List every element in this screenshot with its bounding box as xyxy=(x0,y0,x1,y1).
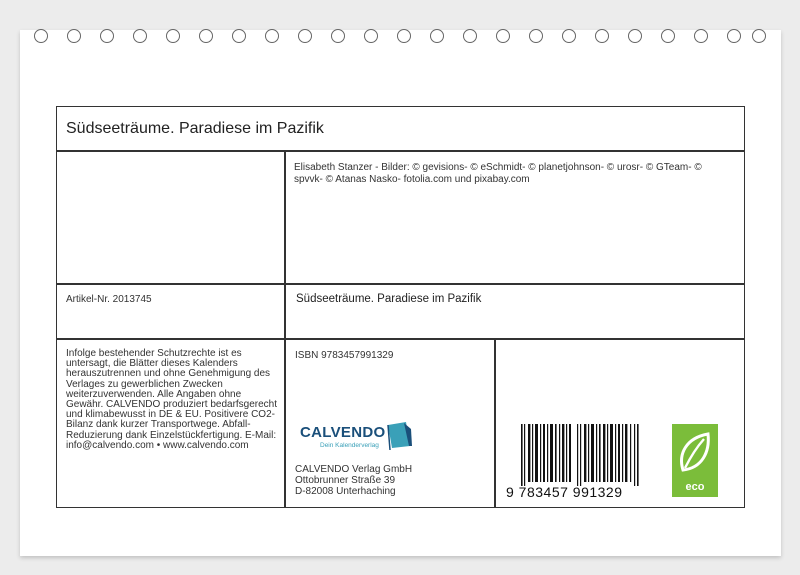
legal-notice: Infolge bestehender Schutzrechte ist es untersagt, die Blätter dieses Kalenders herauszutrennen und ohne Genehmigung des Verlages zu gewerblichen Zwecken weiterzuverwenden. Alle Angaben ohne Gewähr. CALVENDO produziert bedarfsgerecht und klimabewusst in DE & EU. Positivere CO2-Bilanz dank kurzer Transportwege. Abfall-Reduzierung dank Einzelstückfertigung. E-Mail: info@calvendo.com • www.calvendo.com xyxy=(66,348,278,451)
publisher-city: D-82008 Unterhaching xyxy=(295,486,396,497)
calendar-subtitle: Südseeträume. Paradiese im Pazifik xyxy=(296,293,482,305)
binding-ring xyxy=(265,29,279,43)
binding-ring xyxy=(298,29,312,43)
barcode-digits: 9 783457 991329 xyxy=(506,484,623,500)
binding-ring xyxy=(364,29,378,43)
binding-ring xyxy=(595,29,609,43)
binding-ring xyxy=(199,29,213,43)
table-divider xyxy=(56,150,745,152)
table-divider xyxy=(56,283,745,285)
binding-ring xyxy=(628,29,642,43)
binding-ring xyxy=(166,29,180,43)
binding-ring xyxy=(397,29,411,43)
binding-ring xyxy=(331,29,345,43)
binding-ring xyxy=(752,29,766,43)
isbn: ISBN 9783457991329 xyxy=(295,350,394,361)
calendar-title: Südseeträume. Paradiese im Pazifik xyxy=(66,120,324,137)
calvendo-logo-word: CALVENDO xyxy=(300,424,386,441)
spiral-binding xyxy=(0,29,800,47)
table-divider xyxy=(56,338,745,340)
binding-ring xyxy=(100,29,114,43)
binding-ring xyxy=(727,29,741,43)
table-divider xyxy=(284,150,286,508)
binding-ring xyxy=(529,29,543,43)
photo-credits: Elisabeth Stanzer - Bilder: © gevisions- © eSchmidt- © planetjohnson- © urosr- © GTeam- © spvvk- © Atanas Nasko- fotolia.com und pixabay.com xyxy=(294,162,702,185)
calvendo-flag-icon xyxy=(384,422,414,450)
calvendo-logo-tagline: Dein Kalenderverlag xyxy=(320,442,379,449)
publisher-street: Ottobrunner Straße 39 xyxy=(295,475,396,486)
binding-ring xyxy=(694,29,708,43)
eco-badge xyxy=(672,424,718,497)
leaf-icon xyxy=(672,426,718,482)
binding-ring xyxy=(562,29,576,43)
binding-ring xyxy=(661,29,675,43)
binding-ring xyxy=(34,29,48,43)
calvendo-logo xyxy=(300,424,415,452)
table-divider xyxy=(494,338,496,508)
binding-ring xyxy=(232,29,246,43)
binding-ring xyxy=(133,29,147,43)
publisher-name: CALVENDO Verlag GmbH xyxy=(295,464,413,475)
binding-ring xyxy=(430,29,444,43)
binding-ring xyxy=(67,29,81,43)
binding-ring xyxy=(496,29,510,43)
article-number: Artikel-Nr. 2013745 xyxy=(66,294,152,305)
binding-ring xyxy=(463,29,477,43)
eco-label: eco xyxy=(685,481,705,493)
